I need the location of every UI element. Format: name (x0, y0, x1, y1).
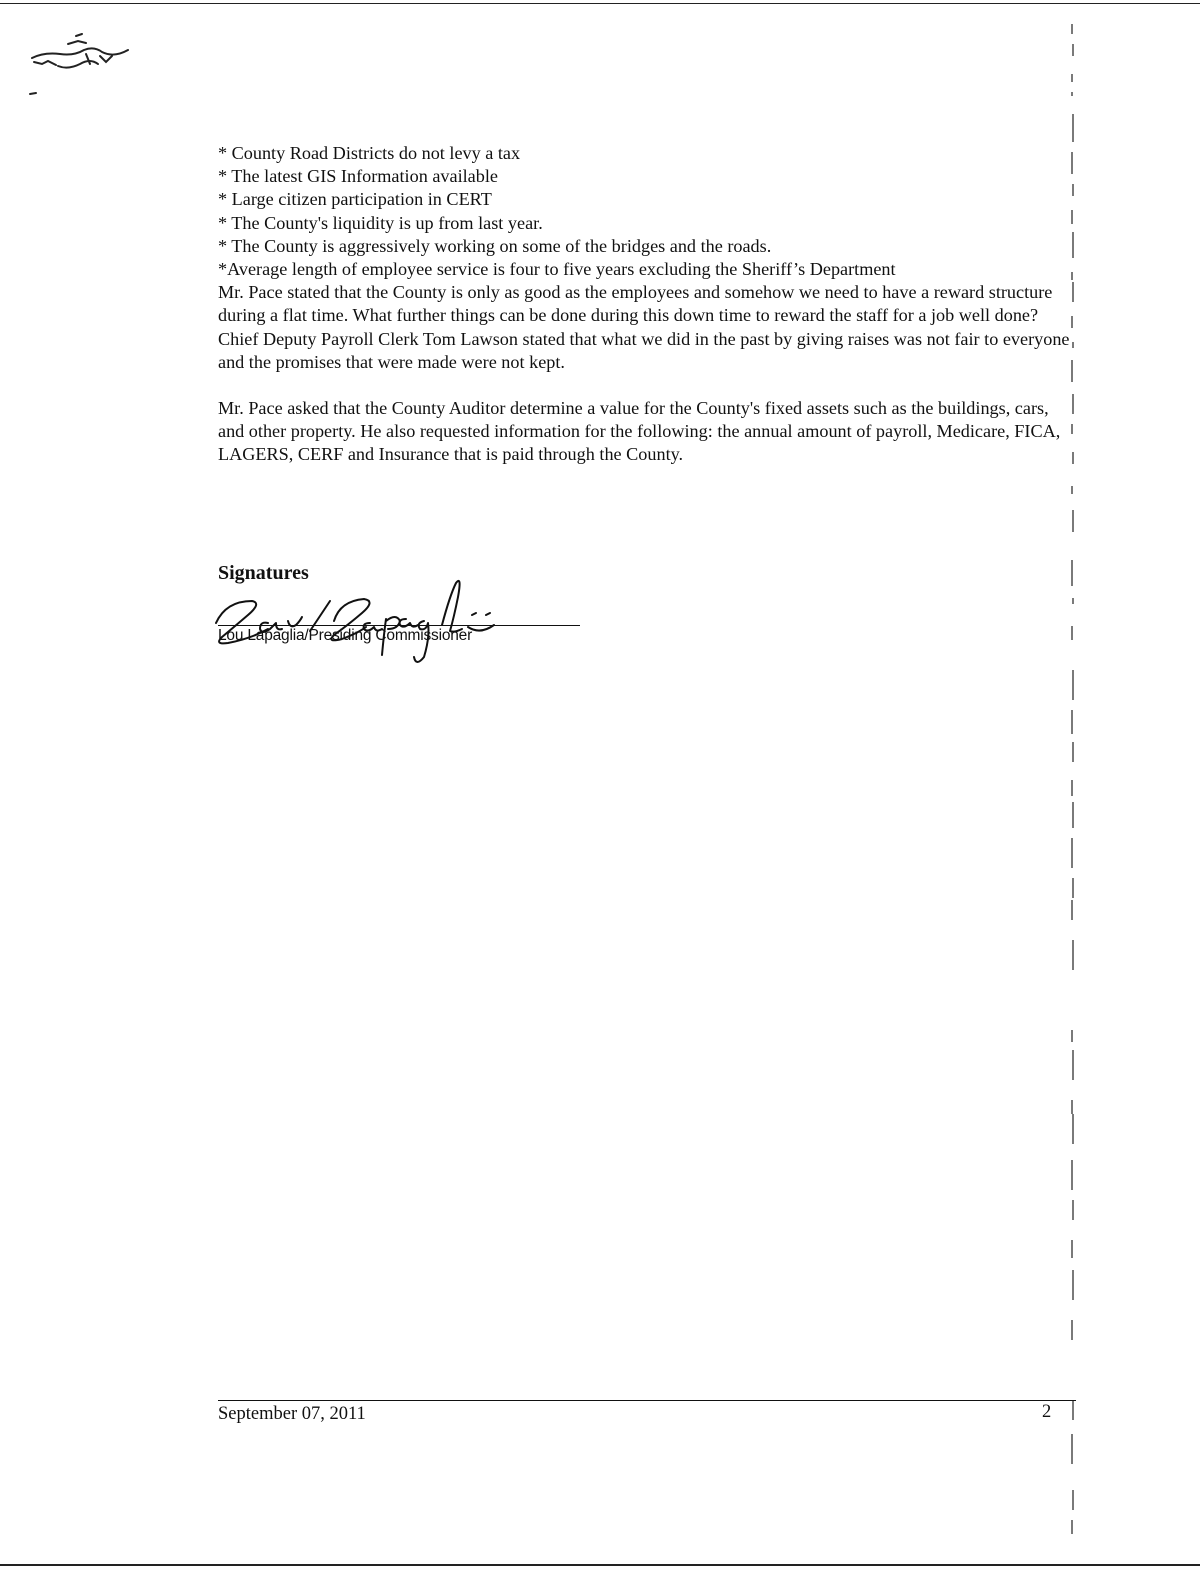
top-scan-edge (0, 3, 1200, 4)
minutes-body (218, 142, 1076, 467)
bullet-gis: * The latest GIS Information available (218, 166, 498, 187)
signatures-heading: Signatures (218, 562, 309, 584)
paragraph-pace-auditor: Mr. Pace asked that the County Auditor determine a value for the County's fixed assets such as the buildings, cars, and other property. He also requested information for the following: the annual amount of payroll, Medicare, FICA, LAGERS, CERF and Insurance that is paid through the County. (218, 398, 1061, 465)
bullet-road-districts: * County Road Districts do not levy a tax (218, 143, 521, 163)
handwritten-signature (210, 575, 510, 670)
bottom-scan-edge (0, 1564, 1200, 1566)
paragraph-pace-reward: Mr. Pace stated that the County is only as good as the employees and somehow we need to have a reward structure during a flat time. What further things can be done during this down time to reward the staff for a job well done? (218, 282, 1053, 326)
bullet-liquidity: * The County's liquidity is up from last year. (218, 212, 543, 233)
footer-rule (218, 1400, 1076, 1401)
paragraph-lawson-raises: Chief Deputy Payroll Clerk Tom Lawson stated that what we did in the past by giving raises was not fair to everyone and the promises that were made were not kept. (218, 328, 1070, 372)
bullet-employee-service: *Average length of employee service is four to five years excluding the Sheriff’s Department (218, 259, 896, 280)
bullet-cert: * Large citizen participation in CERT (218, 189, 492, 210)
scan-artifact-mark (28, 32, 138, 102)
page-number: 2 (1042, 1402, 1052, 1422)
signer-name-title: Lou Lapaglia/Presiding Commissioner (218, 627, 473, 644)
paragraph-spacer (218, 374, 1076, 397)
bullet-bridges-roads: * The County is aggressively working on some of the bridges and the roads. (218, 235, 772, 256)
footer-date: September 07, 2011 (218, 1404, 366, 1424)
